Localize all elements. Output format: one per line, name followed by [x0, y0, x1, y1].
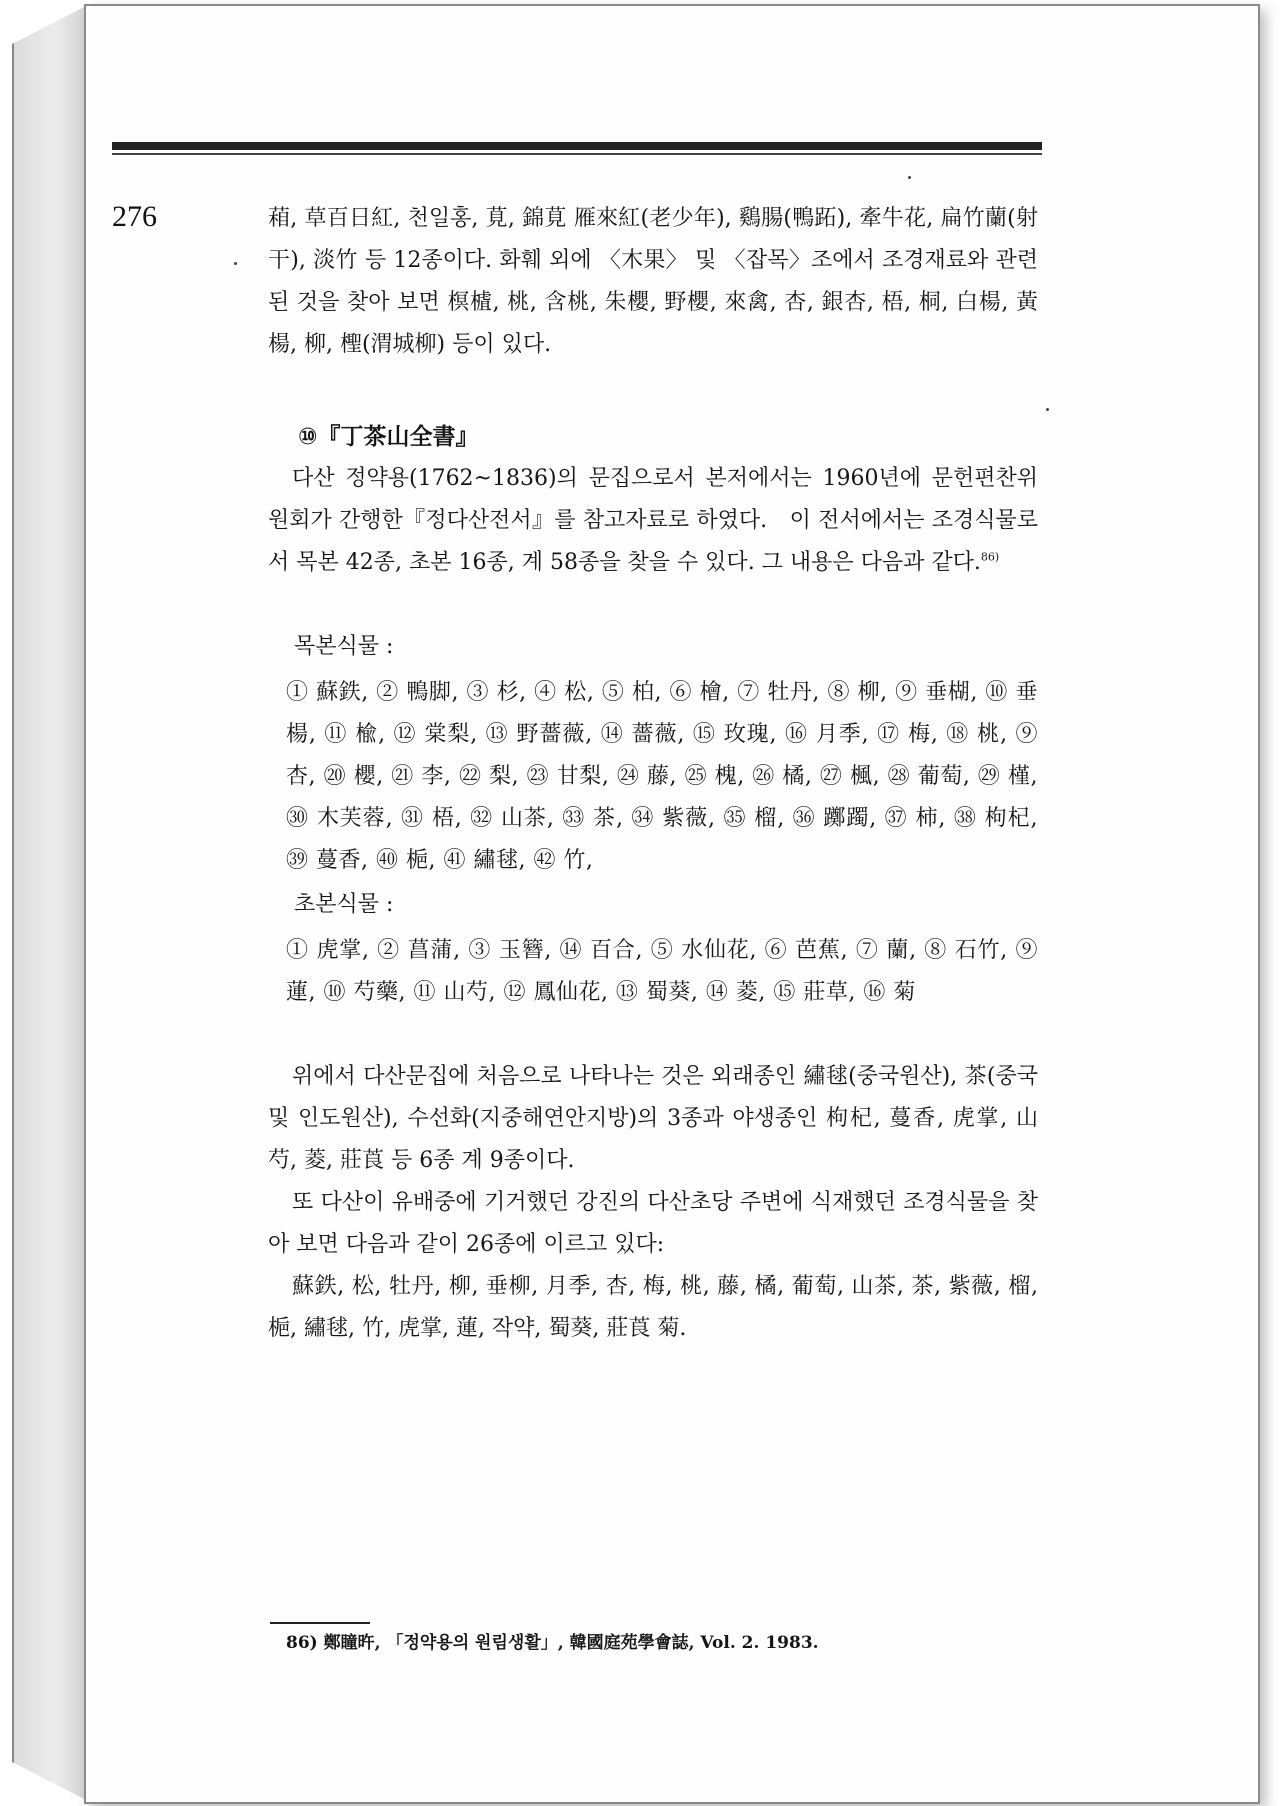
paragraph-dasan-text: 다산 정약용(1762~1836)의 문집으로서 본저에서는 1960년에 문헌편찬위원회가 간행한『정다산전서』를 참고자료로 하였다. 이 전서에서는 조경식물로서 목본 42종, 초본 16종, 계 58종을 찾을 수 있다. 그 내용은 다음과 같다.	[268, 466, 1038, 575]
header-rule	[112, 142, 1042, 150]
spacer	[268, 584, 1038, 626]
footnote-reference: 86)	[980, 550, 1000, 564]
book-spine	[12, 4, 90, 1802]
paragraph-dasan-intro	[268, 458, 1038, 584]
scan-speck	[908, 176, 911, 179]
paragraph-plant-list-intro: 葙, 草百日紅, 천일홍, 莧, 錦莧 雁來紅(老少年), 鷄腸(鴨跖), 牽牛花, 扁竹蘭(射干), 淡竹 등 12종이다. 화훼 외에 〈木果〉 및 〈잡목〉조에서 조경재료와 관련된 것을 찾아 보면 榠樝, 桃, 含桃, 朱櫻, 野櫻, 來禽, 杏, 銀杏, 梧, 桐, 白楊, 黃楊, 柳, 檉(渭城柳) 등이 있다.	[268, 206, 1038, 357]
body-text	[268, 198, 1038, 1350]
footnote-rule	[270, 1622, 370, 1624]
paragraph-new-species: 위에서 다산문집에 처음으로 나타나는 것은 외래종인 繡毬(중국원산), 茶(중국 및 인도원산), 수선화(지중해연안지방)의 3종과 야생종인 枸杞, 蔓香, 虎掌, 山芍, 菱, 莊莨 등 6종 계 9종이다.	[268, 1064, 1038, 1173]
herb-plants-list: ① 虎掌, ② 菖蒲, ③ 玉簪, ⑭ 百合, ⑤ 水仙花, ⑥ 芭蕉, ⑦ 蘭, ⑧ 石竹, ⑨ 蓮, ⑩ 芍藥, ⑪ 山芍, ⑫ 鳳仙花, ⑬ 蜀葵, ⑭ 菱, ⑮ 莊草, ⑯ 菊	[286, 938, 1038, 1005]
footnote: 86) 鄭瞳旿, 「정약용의 원림생활」, 韓國庭苑學會誌, Vol. 2. 1983.	[286, 1633, 819, 1653]
scan-speck	[234, 262, 237, 265]
scan-speck	[1046, 408, 1049, 411]
spacer	[268, 1014, 1038, 1056]
woody-plants-list: ① 蘇鉄, ② 鴨脚, ③ 杉, ④ 松, ⑤ 柏, ⑥ 檜, ⑦ 牡丹, ⑧ 柳, ⑨ 垂楜, ⑩ 垂楊, ⑪ 楡, ⑫ 棠梨, ⑬ 野薔薇, ⑭ 薔薇, ⑮ 玫瑰, ⑯ 月季, ⑰ 梅, ⑱ 桃, ⑨ 杏, ⑳ 櫻, ㉑ 李, ㉒ 梨, ㉓ 甘梨, ㉔ 藤, ㉕ 槐, ㉖ 橘, ㉗ 楓, ㉘ 葡萄, ㉙ 槿, ㉚ 木芙蓉, ㉛ 梧, ㉜ 山茶, ㉝ 茶, ㉞ 紫薇, ㉟ 榴, ㊱ 躑躅, ㊲ 柿, ㊳ 枸杞, ㊴ 蔓香, ㊵ 梔, ㊶ 繡毬, ㊷ 竹,	[286, 680, 1038, 873]
paragraph-chodang-list: 蘇鉄, 松, 牡丹, 柳, 垂柳, 月季, 杏, 梅, 桃, 藤, 橘, 葡萄, 山茶, 茶, 紫薇, 榴, 梔, 繡毬, 竹, 虎掌, 蓮, 작약, 蜀葵, 莊莨 菊.	[268, 1274, 1038, 1341]
page-number: 276	[112, 200, 157, 233]
header-rule-thin	[112, 153, 1042, 155]
woody-plants-heading: 목본식물 :	[294, 634, 394, 659]
paragraph-chodang: 또 다산이 유배중에 기거했던 강진의 다산초당 주변에 식재했던 조경식물을 찾아 보면 다음과 같이 26종에 이르고 있다:	[268, 1190, 1038, 1257]
section-title: ⑩『丁茶山全書』	[298, 424, 479, 450]
herb-plants-heading: 초본식물 :	[294, 892, 394, 917]
